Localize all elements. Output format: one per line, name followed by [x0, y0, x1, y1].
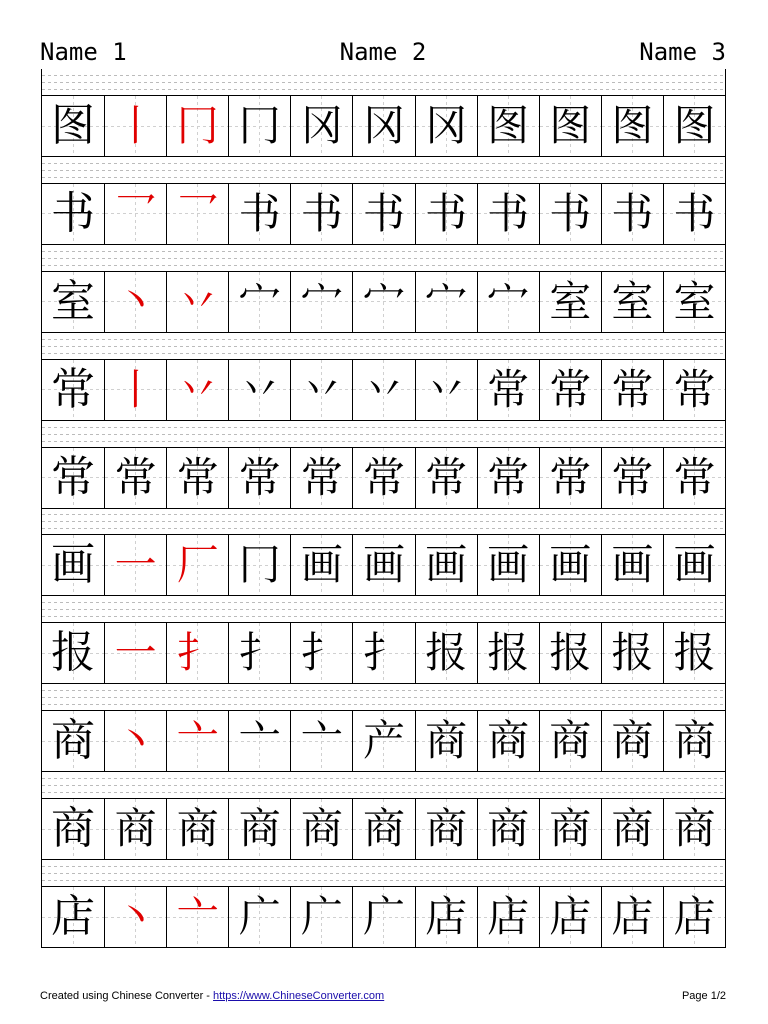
stroke-step-character: 商	[549, 716, 592, 766]
stroke-order-cell	[415, 448, 477, 508]
stroke-order-cell	[352, 360, 414, 420]
stroke-step-character: 亠	[300, 716, 343, 766]
stroke-order-cell	[228, 272, 290, 332]
stroke-step-character: 丨	[114, 101, 157, 150]
stroke-order-cell	[539, 799, 601, 859]
stroke-step-character: 常	[238, 452, 281, 502]
stroke-step-character: 常	[176, 452, 219, 502]
stroke-order-cell	[166, 887, 228, 947]
practice-row	[42, 333, 725, 421]
stroke-step-character: 乛	[176, 188, 219, 238]
stroke-step-character: 广	[362, 892, 405, 942]
stroke-step-character: 冂	[176, 101, 219, 150]
stroke-step-character: 常	[611, 452, 654, 502]
stroke-order-cell	[663, 272, 725, 332]
character-cells	[42, 798, 725, 860]
stroke-order-cell	[539, 711, 601, 771]
stroke-order-cell	[228, 360, 290, 420]
pinyin-guide-lines	[42, 157, 725, 183]
stroke-order-cell	[166, 535, 228, 595]
stroke-step-character: 商	[487, 804, 530, 854]
stroke-order-cell	[663, 887, 725, 947]
stroke-order-cell	[104, 96, 166, 156]
footer-link[interactable]: https://www.ChineseConverter.com	[213, 990, 385, 1002]
stroke-step-character: 产	[362, 716, 405, 766]
stroke-order-cell	[415, 887, 477, 947]
practice-row	[42, 508, 725, 596]
pinyin-guide-lines	[42, 772, 725, 798]
stroke-order-cell	[477, 360, 539, 420]
stroke-step-character: 丷	[176, 364, 219, 414]
character-cells	[42, 534, 725, 596]
stroke-order-cell	[601, 96, 663, 156]
stroke-step-character: 广	[238, 892, 281, 942]
stroke-step-character: 报	[425, 628, 468, 678]
pinyin-guide-lines	[42, 333, 725, 359]
stroke-order-cell	[228, 535, 290, 595]
stroke-step-character: 厂	[176, 540, 219, 590]
reference-character: 图	[51, 100, 96, 151]
practice-row	[42, 596, 725, 684]
stroke-order-cell	[601, 623, 663, 683]
stroke-order-cell	[352, 448, 414, 508]
stroke-order-cell	[166, 96, 228, 156]
stroke-order-cell	[601, 711, 663, 771]
practice-row	[42, 860, 725, 948]
stroke-step-character: 宀	[300, 276, 343, 326]
stroke-step-character: 商	[300, 804, 343, 854]
stroke-order-cell	[290, 272, 352, 332]
stroke-order-cell	[539, 96, 601, 156]
stroke-step-character: 书	[673, 188, 716, 238]
stroke-step-character: 图	[549, 101, 592, 150]
footer-credit	[40, 990, 384, 1002]
stroke-order-cell	[104, 799, 166, 859]
character-cells	[42, 271, 725, 333]
stroke-step-character: 冈	[362, 101, 405, 150]
stroke-order-cell	[104, 184, 166, 244]
stroke-step-character: 画	[611, 540, 654, 590]
pinyin-guide-lines	[42, 421, 725, 447]
stroke-order-cell	[228, 711, 290, 771]
stroke-order-cell	[601, 360, 663, 420]
character-cells	[42, 447, 725, 509]
stroke-step-character: 扌	[176, 628, 219, 678]
character-cells	[42, 886, 725, 948]
stroke-order-cell	[539, 360, 601, 420]
stroke-step-character: 商	[487, 716, 530, 766]
stroke-step-character: 书	[238, 188, 281, 238]
stroke-step-character: 丶	[114, 892, 157, 942]
name-header	[40, 36, 726, 68]
stroke-step-character: 商	[611, 804, 654, 854]
stroke-order-cell	[352, 799, 414, 859]
reference-character: 店	[51, 891, 96, 943]
stroke-step-character: 书	[487, 188, 530, 238]
stroke-order-cell	[539, 535, 601, 595]
stroke-order-cell	[663, 623, 725, 683]
stroke-step-character: 丷	[176, 276, 219, 326]
stroke-step-character: 广	[300, 892, 343, 942]
practice-row	[42, 69, 725, 157]
stroke-step-character: 丨	[114, 364, 157, 414]
stroke-step-character: 亠	[176, 716, 219, 766]
stroke-step-character: 商	[176, 804, 219, 854]
stroke-order-cell	[290, 799, 352, 859]
stroke-step-character: 宀	[425, 276, 468, 326]
stroke-order-cell	[352, 535, 414, 595]
pinyin-guide-lines	[42, 245, 725, 271]
character-cells	[42, 622, 725, 684]
stroke-order-cell	[663, 448, 725, 508]
stroke-order-cell	[663, 711, 725, 771]
stroke-order-cell	[415, 799, 477, 859]
stroke-order-cell	[601, 887, 663, 947]
stroke-order-cell	[290, 96, 352, 156]
stroke-step-character: 商	[114, 804, 157, 854]
reference-character: 常	[51, 451, 96, 503]
reference-character: 室	[51, 275, 96, 327]
stroke-order-cell	[290, 887, 352, 947]
stroke-order-cell	[166, 272, 228, 332]
stroke-order-cell	[228, 448, 290, 508]
stroke-step-character: 常	[487, 364, 530, 414]
stroke-step-character: 画	[487, 540, 530, 590]
pinyin-guide-lines	[42, 69, 725, 95]
stroke-step-character: 常	[549, 452, 592, 502]
stroke-order-cell	[539, 623, 601, 683]
stroke-order-cell	[228, 887, 290, 947]
practice-row	[42, 421, 725, 509]
page-number: Page 1/2	[681, 990, 726, 1002]
stroke-order-cell	[601, 799, 663, 859]
stroke-order-cell	[166, 184, 228, 244]
stroke-step-character: 图	[611, 101, 654, 150]
stroke-order-cell	[663, 799, 725, 859]
stroke-order-cell	[601, 272, 663, 332]
stroke-step-character: 报	[673, 628, 716, 678]
stroke-step-character: 商	[549, 804, 592, 854]
stroke-order-cell	[415, 535, 477, 595]
stroke-order-cell	[477, 799, 539, 859]
stroke-order-cell	[104, 360, 166, 420]
stroke-step-character: 报	[549, 628, 592, 678]
stroke-order-cell	[601, 535, 663, 595]
practice-row	[42, 157, 725, 245]
stroke-step-character: 冈	[300, 101, 343, 150]
stroke-step-character: 室	[673, 276, 716, 326]
stroke-order-cell	[166, 360, 228, 420]
stroke-order-cell	[352, 96, 414, 156]
stroke-order-cell	[415, 623, 477, 683]
stroke-step-character: 报	[611, 628, 654, 678]
stroke-order-cell	[477, 96, 539, 156]
stroke-order-cell	[290, 448, 352, 508]
page-footer	[40, 988, 726, 1004]
stroke-step-character: 一	[114, 628, 157, 678]
reference-character: 常	[51, 363, 96, 415]
stroke-step-character: 丷	[300, 364, 343, 414]
stroke-step-character: 商	[673, 716, 716, 766]
stroke-step-character: 扌	[362, 628, 405, 678]
stroke-step-character: 商	[425, 804, 468, 854]
stroke-step-character: 常	[549, 364, 592, 414]
reference-cell	[42, 360, 104, 420]
stroke-order-cell	[290, 623, 352, 683]
name-3-label: Name 3	[639, 38, 726, 66]
reference-cell	[42, 711, 104, 771]
name-2-label: Name 2	[339, 38, 427, 66]
stroke-step-character: 冂	[238, 540, 281, 590]
practice-sheet	[41, 69, 726, 948]
reference-cell	[42, 448, 104, 508]
stroke-order-cell	[104, 623, 166, 683]
stroke-step-character: 报	[487, 628, 530, 678]
stroke-step-character: 商	[611, 716, 654, 766]
stroke-step-character: 常	[362, 452, 405, 502]
stroke-step-character: 常	[673, 364, 716, 414]
practice-row	[42, 245, 725, 333]
stroke-step-character: 扌	[300, 628, 343, 678]
stroke-order-cell	[477, 887, 539, 947]
stroke-step-character: 常	[300, 452, 343, 502]
pinyin-guide-lines	[42, 508, 725, 534]
stroke-order-cell	[290, 184, 352, 244]
stroke-order-cell	[477, 184, 539, 244]
stroke-order-cell	[663, 535, 725, 595]
stroke-step-character: 乛	[114, 188, 157, 238]
stroke-step-character: 室	[549, 276, 592, 326]
stroke-step-character: 冈	[425, 101, 468, 150]
stroke-step-character: 亠	[238, 716, 281, 766]
reference-cell	[42, 623, 104, 683]
stroke-order-cell	[663, 360, 725, 420]
stroke-step-character: 常	[114, 452, 157, 502]
name-1-label: Name 1	[40, 38, 127, 66]
stroke-step-character: 商	[425, 716, 468, 766]
stroke-step-character: 亠	[176, 892, 219, 942]
stroke-step-character: 丷	[425, 364, 468, 414]
reference-cell	[42, 96, 104, 156]
reference-character: 商	[51, 715, 96, 767]
stroke-order-cell	[415, 360, 477, 420]
stroke-step-character: 常	[673, 452, 716, 502]
stroke-step-character: 店	[487, 892, 530, 942]
stroke-order-cell	[166, 799, 228, 859]
practice-row	[42, 684, 725, 772]
stroke-step-character: 商	[362, 804, 405, 854]
reference-character: 商	[51, 803, 96, 855]
stroke-order-cell	[290, 711, 352, 771]
stroke-order-cell	[477, 535, 539, 595]
stroke-order-cell	[663, 184, 725, 244]
stroke-order-cell	[539, 448, 601, 508]
stroke-order-cell	[415, 96, 477, 156]
stroke-order-cell	[477, 623, 539, 683]
stroke-step-character: 店	[673, 892, 716, 942]
stroke-order-cell	[415, 711, 477, 771]
stroke-step-character: 画	[673, 540, 716, 590]
stroke-step-character: 丷	[362, 364, 405, 414]
stroke-step-character: 商	[238, 804, 281, 854]
stroke-step-character: 丶	[114, 276, 157, 326]
character-cells	[42, 183, 725, 245]
stroke-order-cell	[415, 272, 477, 332]
stroke-order-cell	[228, 184, 290, 244]
character-cells	[42, 359, 725, 421]
reference-character: 书	[51, 187, 96, 239]
stroke-order-cell	[290, 360, 352, 420]
stroke-order-cell	[539, 272, 601, 332]
stroke-order-cell	[477, 272, 539, 332]
stroke-order-cell	[352, 184, 414, 244]
stroke-step-character: 店	[549, 892, 592, 942]
stroke-order-cell	[228, 799, 290, 859]
stroke-step-character: 画	[549, 540, 592, 590]
reference-cell	[42, 535, 104, 595]
stroke-step-character: 书	[300, 188, 343, 238]
stroke-step-character: 商	[673, 804, 716, 854]
reference-cell	[42, 799, 104, 859]
stroke-step-character: 冂	[238, 101, 281, 150]
reference-character: 报	[51, 627, 96, 679]
stroke-order-cell	[601, 448, 663, 508]
stroke-order-cell	[352, 272, 414, 332]
stroke-order-cell	[228, 623, 290, 683]
stroke-order-cell	[663, 96, 725, 156]
stroke-order-cell	[104, 448, 166, 508]
stroke-step-character: 书	[549, 188, 592, 238]
stroke-order-cell	[290, 535, 352, 595]
reference-cell	[42, 184, 104, 244]
stroke-step-character: 画	[300, 540, 343, 590]
stroke-order-cell	[352, 711, 414, 771]
stroke-order-cell	[104, 711, 166, 771]
stroke-step-character: 图	[673, 101, 716, 150]
stroke-order-cell	[539, 887, 601, 947]
stroke-step-character: 书	[362, 188, 405, 238]
stroke-order-cell	[539, 184, 601, 244]
footer-credit-text: Created using Chinese Converter -	[40, 990, 214, 1002]
stroke-order-cell	[228, 96, 290, 156]
stroke-order-cell	[601, 184, 663, 244]
stroke-step-character: 画	[362, 540, 405, 590]
reference-character: 画	[51, 539, 96, 591]
practice-row	[42, 772, 725, 860]
stroke-step-character: 店	[611, 892, 654, 942]
stroke-step-character: 室	[611, 276, 654, 326]
stroke-step-character: 常	[611, 364, 654, 414]
stroke-order-cell	[166, 623, 228, 683]
stroke-order-cell	[352, 887, 414, 947]
stroke-order-cell	[104, 272, 166, 332]
stroke-step-character: 一	[114, 540, 157, 590]
stroke-order-cell	[166, 448, 228, 508]
stroke-step-character: 宀	[238, 276, 281, 326]
stroke-order-cell	[477, 711, 539, 771]
stroke-order-cell	[415, 184, 477, 244]
stroke-step-character: 常	[425, 452, 468, 502]
stroke-step-character: 书	[425, 188, 468, 238]
stroke-order-cell	[104, 535, 166, 595]
stroke-step-character: 丷	[238, 364, 281, 414]
stroke-step-character: 丶	[114, 716, 157, 766]
stroke-step-character: 宀	[362, 276, 405, 326]
stroke-step-character: 店	[425, 892, 468, 942]
stroke-step-character: 画	[425, 540, 468, 590]
character-cells	[42, 710, 725, 772]
stroke-step-character: 书	[611, 188, 654, 238]
pinyin-guide-lines	[42, 860, 725, 886]
stroke-step-character: 宀	[487, 276, 530, 326]
reference-cell	[42, 887, 104, 947]
pinyin-guide-lines	[42, 596, 725, 622]
stroke-order-cell	[166, 711, 228, 771]
stroke-order-cell	[352, 623, 414, 683]
stroke-order-cell	[477, 448, 539, 508]
stroke-order-cell	[104, 887, 166, 947]
pinyin-guide-lines	[42, 684, 725, 710]
stroke-step-character: 图	[487, 101, 530, 150]
stroke-step-character: 常	[487, 452, 530, 502]
character-cells	[42, 95, 725, 157]
stroke-step-character: 扌	[238, 628, 281, 678]
reference-cell	[42, 272, 104, 332]
